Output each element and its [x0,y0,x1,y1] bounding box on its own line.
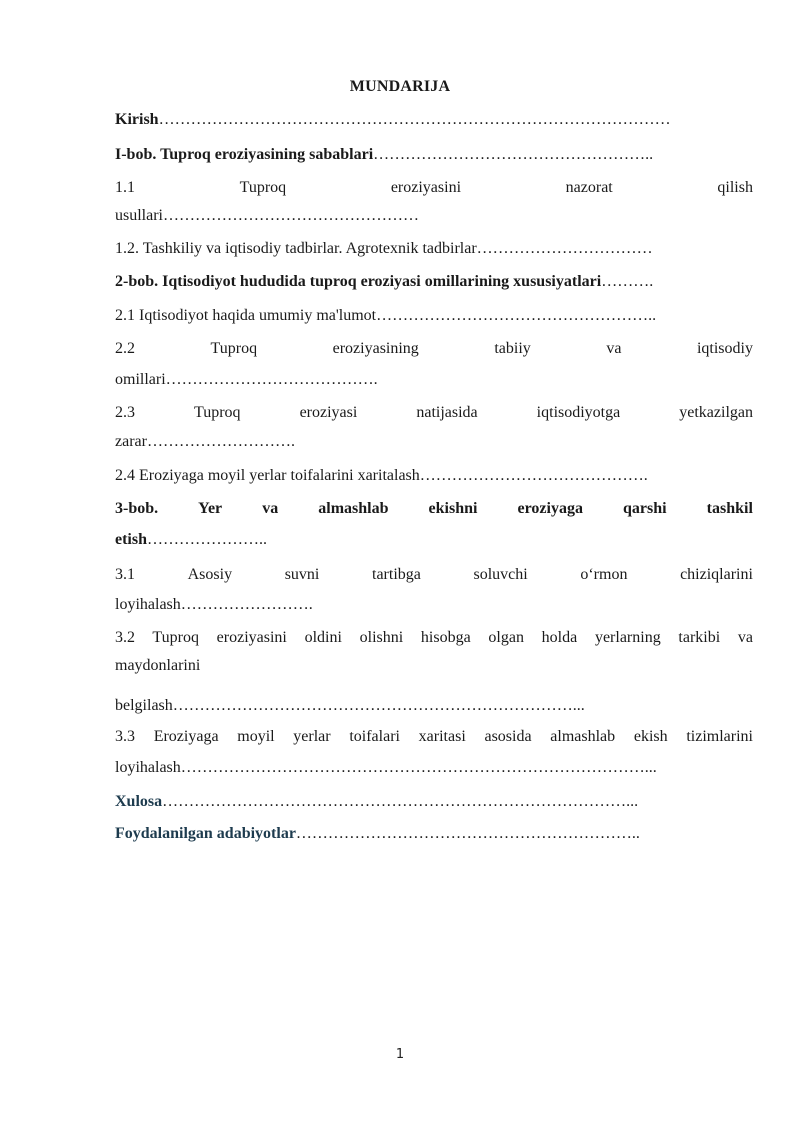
toc-entry-label: 1.2. Tashkiliy va iqtisodiy tadbirlar. Agrotexnik tadbirlar [115,240,477,257]
toc-leader-dots: ………………………. [146,433,295,450]
toc-word: eroziyaga [517,500,583,517]
toc-word: Yer [198,500,223,517]
toc-word: eroziyasining [332,340,419,357]
toc-word: nazorat [565,179,613,196]
toc-leader-dots: ………………………………………… [163,207,419,224]
toc-entry-3-2-cont[interactable] [115,696,753,716]
toc-entry-label: usullari [115,207,163,224]
toc-leader-dots: …………………………………………………………………... [172,697,585,714]
toc-word: va [262,500,279,517]
toc-word: tartibga [372,566,421,583]
toc-entry-label: Xulosa [115,793,163,810]
toc-leader-dots: ………. [601,273,654,290]
toc-entry-3-3-cont[interactable] [115,758,753,778]
toc-word: Asosiy [187,566,233,583]
toc-entry-2-1[interactable] [115,306,753,326]
toc-word: qilish [717,179,753,196]
toc-word: yetkazilgan [679,404,753,421]
toc-word: va [606,340,622,357]
toc-leader-dots: ……………………………………. [419,467,648,484]
toc-word: eroziyasi [299,404,358,421]
toc-entry-chapter-1[interactable] [115,145,753,165]
toc-word: 2.3 [115,404,135,421]
toc-word: chiziqlarini [680,566,753,583]
toc-entry-label: maydonlarini [115,657,201,674]
toc-entry-xulosa[interactable] [115,792,753,812]
page-number: 1 [395,1047,405,1062]
toc-entry-label: 3.3 Eroziyaga moyil yerlar toifalari xaritasi asosida almashlab ekish tizimlarini [115,728,753,745]
toc-word: iqtisodiyotga [536,404,621,421]
toc-leader-dots: …………………………………………….. [373,146,654,163]
toc-word: almashlab [318,500,389,517]
toc-leader-dots: ……………………………………………………….. [295,825,640,842]
toc-leader-dots: ……………………………………………………………………………... [162,793,639,810]
toc-word: eroziyasini [390,179,462,196]
toc-word: soluvchi [473,566,528,583]
toc-entry-label: Kirish [115,111,159,128]
toc-word: suvni [284,566,320,583]
toc-word: Tuproq [194,404,241,421]
toc-leader-dots: …………………………………………………………………………………… [158,111,671,128]
toc-leader-dots: …………………………………. [165,371,378,388]
toc-entry-kirish[interactable] [115,110,753,130]
toc-entry-2-2[interactable] [115,339,753,359]
toc-entry-label: omillari [115,371,166,388]
toc-leader-dots: ……………………. [180,596,313,613]
toc-entry-label: belgilash [115,697,173,714]
toc-entry-chapter-3-cont[interactable] [115,530,753,550]
toc-entry-label: zarar [115,433,147,450]
toc-entry-label: etish [115,531,147,548]
toc-entry-label: I-bob. Tuproq eroziyasining sabablari [115,146,374,163]
toc-entry-3-2[interactable] [115,628,753,648]
toc-entry-3-2-line2[interactable] [115,656,753,676]
toc-title: MUNDARIJA [349,78,451,95]
toc-word: 1.1 [115,179,135,196]
toc-entry-references[interactable] [115,824,753,844]
toc-entry-chapter-2[interactable] [115,272,753,292]
toc-leader-dots: …………………………… [476,240,653,257]
toc-word: Tuproq [210,340,258,357]
toc-entry-1-1-cont[interactable] [115,206,753,226]
toc-entry-label: 3.2 Tuproq eroziyasini oldini olishni hisobga olgan holda yerlarning tarkibi va [115,629,753,646]
toc-entry-chapter-3[interactable] [115,499,753,519]
toc-word: tabiiy [494,340,531,357]
toc-entry-2-2-cont[interactable] [115,370,753,390]
toc-entry-1-2[interactable] [115,239,753,259]
toc-word: ekishni [428,500,478,517]
toc-leader-dots: ………………….. [147,531,267,548]
toc-entry-label: 2-bob. Iqtisodiyot hududida tuproq eroziyasi omillarining xususiyatlari [115,273,602,290]
toc-word: 2.2 [115,340,135,357]
toc-word: o‘rmon [580,566,628,583]
toc-word: 3-bob. [115,500,159,517]
toc-word: iqtisodiy [696,340,753,357]
toc-entry-2-4[interactable] [115,466,753,486]
toc-entry-3-3[interactable] [115,727,753,747]
toc-entry-2-3-cont[interactable] [115,432,753,452]
toc-entry-label: loyihalash [115,759,181,776]
toc-entry-label: 2.4 Eroziyaga moyil yerlar toifalarini xaritalash [115,467,420,484]
toc-word: tashkil [706,500,753,517]
toc-word: 3.1 [115,566,135,583]
toc-entry-3-1-cont[interactable] [115,595,753,615]
toc-leader-dots: …………………………………………….. [376,307,657,324]
toc-entry-label: 2.1 Iqtisodiyot haqida umumiy ma'lumot [115,307,377,324]
toc-entry-label: Foydalanilgan adabiyotlar [115,825,296,842]
toc-word: natijasida [416,404,478,421]
toc-word: qarshi [623,500,667,517]
toc-entry-label: loyihalash [115,596,181,613]
toc-entry-3-1[interactable] [115,565,753,585]
toc-leader-dots: ……………………………………………………………………………... [180,759,657,776]
toc-entry-1-1[interactable] [115,178,753,198]
toc-entry-2-3[interactable] [115,403,753,423]
toc-word: Tuproq [239,179,287,196]
